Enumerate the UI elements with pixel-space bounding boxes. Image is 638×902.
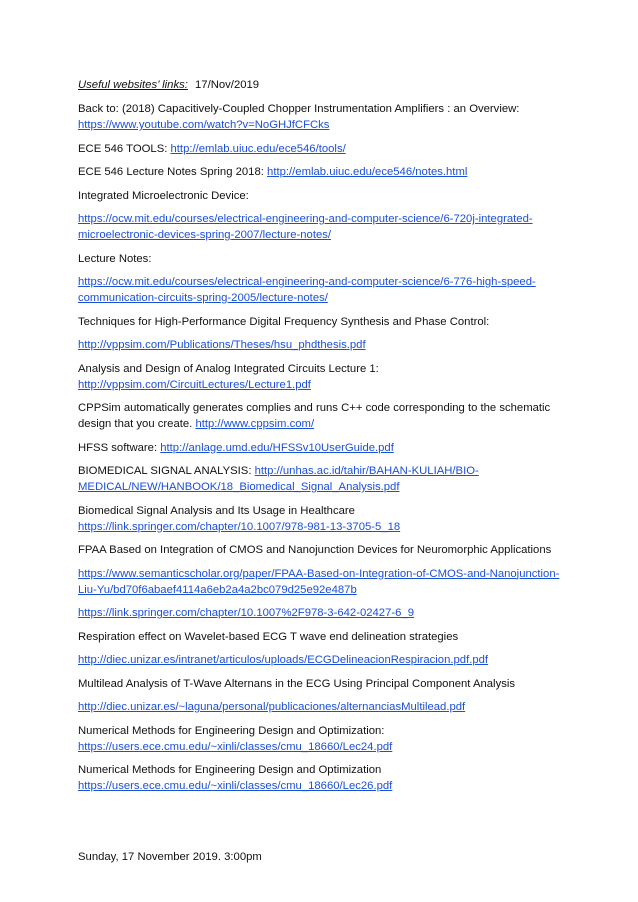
- entry-text: Biomedical Signal Analysis and Its Usage in Healthcare: [78, 504, 355, 517]
- entry-link-line: [78, 519, 568, 535]
- entry-link[interactable]: http://unhas.ac.id/tahir/BAHAN-KULIAH/BIO-MEDICAL/NEW/HANBOOK/18_Biomedical_Signal_Analysis.pdf: [78, 465, 479, 493]
- entry-line: [78, 652, 568, 668]
- link-entry: [78, 400, 568, 432]
- entry-line: [78, 400, 568, 432]
- entry-line: [78, 188, 568, 204]
- entry-text: HFSS software:: [78, 441, 161, 454]
- header: [78, 79, 259, 91]
- entry-line: [78, 211, 568, 243]
- entry-link[interactable]: http://anlage.umd.edu/HFSSv10UserGuide.pdf: [160, 441, 394, 454]
- header-date: 17/Nov/2019: [195, 79, 260, 91]
- entry-link[interactable]: https://link.springer.com/chapter/10.1007%2F978-3-642-02427-6_9: [78, 607, 414, 619]
- entry-line: [78, 699, 568, 715]
- link-entry: [78, 676, 568, 692]
- link-entry: [78, 188, 568, 204]
- entry-link[interactable]: http://www.cppsim.com/: [195, 418, 315, 430]
- link-entry: [78, 274, 568, 306]
- entry-text: Analysis and Design of Analog Integrated Circuits Lecture 1:: [78, 362, 379, 375]
- entry-text: Numerical Methods for Engineering Design and Optimization:: [78, 724, 385, 737]
- document-page: [78, 0, 568, 902]
- entry-line: [78, 440, 568, 456]
- link-entry: [78, 723, 568, 755]
- entry-line: [78, 274, 568, 306]
- entry-text: FPAA Based on Integration of CMOS and Nanojunction Devices for Neuromorphic Applications: [78, 544, 552, 556]
- entry-text: Back to: (2018) Capacitively-Coupled Chopper Instrumentation Amplifiers : an Overview:: [78, 103, 520, 115]
- entry-line: [78, 676, 568, 692]
- entry-link[interactable]: https://ocw.mit.edu/courses/electrical-engineering-and-computer-science/6-776-high-speed-communication-circuits-spring-2005/lecture-notes/: [78, 276, 536, 304]
- link-entry: [78, 629, 568, 645]
- entry-text: BIOMEDICAL SIGNAL ANALYSIS:: [78, 465, 255, 477]
- entry-link[interactable]: https://ocw.mit.edu/courses/electrical-engineering-and-computer-science/6-720j-integrated-microelectronic-devices-spring-2007/lecture-notes/: [78, 213, 533, 241]
- header-label: Useful websites’ links:: [78, 79, 188, 91]
- entry-title-line: [78, 503, 568, 519]
- entry-link[interactable]: http://vppsim.com/Publications/Theses/hsu_phdthesis.pdf: [78, 339, 366, 351]
- entry-text: CPPSim automatically generates complies and runs C++ code corresponding to the schematic design that you create.: [78, 402, 551, 430]
- entry-text: Lecture Notes:: [78, 252, 152, 265]
- link-entry: [78, 542, 568, 558]
- entry-text: ECE 546 Lecture Notes Spring 2018:: [78, 166, 268, 178]
- link-entry: [78, 141, 568, 157]
- entry-line: [78, 629, 568, 645]
- entry-link-line: [78, 739, 568, 755]
- entry-link[interactable]: https://users.ece.cmu.edu/~xinli/classes/cmu_18660/Lec24.pdf: [78, 740, 393, 753]
- entry-link[interactable]: https://users.ece.cmu.edu/~xinli/classes/cmu_18660/Lec26.pdf: [78, 780, 393, 792]
- link-entry: [78, 440, 568, 456]
- entry-line: [78, 605, 568, 621]
- entry-text: Respiration effect on Wavelet-based ECG T wave end delineation strategies: [78, 630, 459, 643]
- link-entry: [78, 605, 568, 621]
- entry-line: [78, 251, 568, 267]
- entry-link-line: [78, 117, 568, 133]
- entry-link[interactable]: https://www.semanticscholar.org/paper/FPAA-Based-on-Integration-of-CMOS-and-Nanojunction-Liu-Yu/bd70f6abaef4114a6eb2a4a2bc079d25e92e487b: [78, 567, 560, 596]
- entry-text: Multilead Analysis of T-Wave Alternans in the ECG Using Principal Component Analysis: [78, 677, 516, 690]
- entry-link[interactable]: https://link.springer.com/chapter/10.1007/978-981-13-3705-5_18: [78, 520, 401, 533]
- entry-line: [78, 463, 568, 495]
- entry-text: Numerical Methods for Engineering Design and Optimization: [78, 764, 382, 776]
- entry-link[interactable]: http://diec.unizar.es/intranet/articulos/uploads/ECGDelineacionRespiracion.pdf.pdf: [78, 654, 489, 666]
- entry-link[interactable]: https://www.youtube.com/watch?v=NoGHJfCFCks: [78, 119, 330, 131]
- link-entry: [78, 211, 568, 243]
- link-entry: [78, 566, 568, 598]
- entry-link[interactable]: http://emlab.uiuc.edu/ece546/tools/: [170, 142, 346, 155]
- link-entry: [78, 164, 568, 180]
- link-entry: [78, 762, 568, 794]
- link-list: [78, 101, 568, 802]
- entry-link-line: [78, 778, 568, 794]
- link-entry: [78, 361, 568, 393]
- entry-line: [78, 314, 568, 330]
- entry-link-line: [78, 377, 568, 393]
- link-entry: [78, 251, 568, 267]
- link-entry: [78, 503, 568, 535]
- entry-line: [78, 141, 568, 157]
- link-entry: [78, 699, 568, 715]
- entry-link[interactable]: http://vppsim.com/CircuitLectures/Lecture1.pdf: [78, 378, 311, 391]
- link-entry: [78, 463, 568, 495]
- entry-line: [78, 164, 568, 180]
- link-entry: [78, 314, 568, 330]
- entry-text: ECE 546 TOOLS:: [78, 142, 171, 155]
- entry-link[interactable]: http://diec.unizar.es/~laguna/personal/publicaciones/alternanciasMultilead.pdf: [78, 701, 466, 713]
- link-entry: [78, 652, 568, 668]
- entry-line: [78, 542, 568, 558]
- entry-title-line: [78, 723, 568, 739]
- entry-title-line: [78, 101, 568, 117]
- footer-timestamp: Sunday, 17 November 2019. 3:00pm: [78, 851, 262, 863]
- entry-text: Techniques for High-Performance Digital Frequency Synthesis and Phase Control:: [78, 315, 490, 328]
- entry-title-line: [78, 361, 568, 377]
- entry-link[interactable]: http://emlab.uiuc.edu/ece546/notes.html: [267, 166, 468, 178]
- entry-line: [78, 566, 568, 598]
- entry-text: Integrated Microelectronic Device:: [78, 189, 249, 202]
- link-entry: [78, 101, 568, 133]
- entry-title-line: [78, 762, 568, 778]
- link-entry: [78, 337, 568, 353]
- entry-line: [78, 337, 568, 353]
